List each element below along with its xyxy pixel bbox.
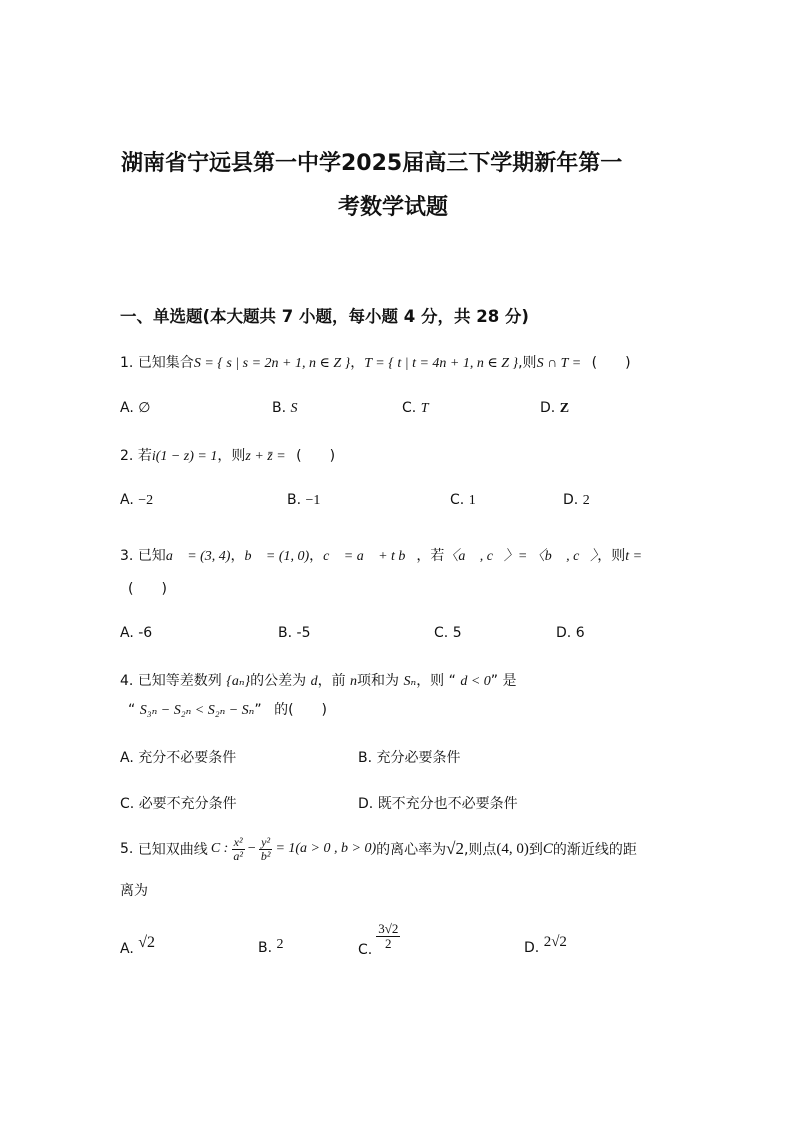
question-text: ，则 “ <box>416 673 456 689</box>
denominator: b² <box>260 848 271 863</box>
expression: S ∩ T = <box>536 356 582 371</box>
option-value: Z <box>559 401 570 416</box>
option-label: D. <box>540 400 556 416</box>
option-label: C. <box>120 796 135 812</box>
answer-paren: ( ) <box>128 581 167 597</box>
curve-name: C : <box>210 841 229 857</box>
q2-option-a[interactable] <box>120 492 153 509</box>
option-value: √2 <box>138 934 156 951</box>
set-t: T = { t | t = 4n + 1, n ∈ Z } <box>364 356 519 371</box>
variable: t = <box>625 549 643 564</box>
option-value: 充分必要条件 <box>376 750 461 766</box>
question-text: ,则点 <box>463 842 497 859</box>
option-value: -6 <box>138 625 153 641</box>
answer-paren: ( ) <box>591 355 631 371</box>
option-value: 既不充分也不必要条件 <box>377 796 518 812</box>
question-text: 到 <box>528 842 543 859</box>
quote: “ <box>128 702 136 718</box>
q4-option-d[interactable] <box>358 793 518 813</box>
option-value: S <box>290 401 298 416</box>
option-label: D. <box>563 492 579 508</box>
question-text: ” 是 <box>490 673 517 689</box>
question-5 <box>120 836 637 862</box>
question-text: 的渐近线的距 <box>552 842 637 859</box>
separator: ， <box>230 548 245 564</box>
numerator: y² <box>261 835 271 849</box>
option-label: A. <box>120 400 134 416</box>
option-label: A. <box>120 941 134 957</box>
option-label: C. <box>358 942 373 959</box>
q1-option-b[interactable] <box>272 400 298 417</box>
question-number: 2. <box>120 448 134 464</box>
inequality: S₃ₙ − S₂ₙ < S₂ₙ − Sₙ <box>139 703 255 718</box>
option-value: −1 <box>305 493 321 508</box>
q5-option-d[interactable] <box>524 934 567 957</box>
angle-condition: 〈a⃗ , c⃗〉= 〈b⃗ , c⃗〉 <box>444 549 598 564</box>
q2-option-d[interactable] <box>563 492 590 509</box>
q3-option-b[interactable] <box>278 625 310 641</box>
option-label: D. <box>556 625 572 641</box>
condition: d < 0 <box>460 674 491 689</box>
option-value: 必要不充分条件 <box>138 796 237 812</box>
option-label: C. <box>450 492 465 508</box>
question-text: 已知双曲线 <box>137 842 208 859</box>
sequence: {aₙ} <box>226 674 251 689</box>
fraction-y <box>259 836 273 862</box>
option-label: D. <box>358 796 374 812</box>
q1-option-c[interactable] <box>402 400 428 417</box>
operator: − <box>247 841 256 857</box>
option-value: 1 <box>468 493 476 508</box>
numerator: x² <box>233 835 243 849</box>
q3-option-c[interactable] <box>434 625 462 641</box>
question-text: ，则 <box>217 448 246 464</box>
set-s: S = { s | s = 2n + 1, n ∈ Z } <box>193 356 351 371</box>
q4-option-a[interactable] <box>120 747 236 767</box>
question-2 <box>120 445 335 465</box>
q2-option-b[interactable] <box>287 492 320 509</box>
option-value: ∅ <box>138 401 151 416</box>
vector-a: a⃗ = (3, 4) <box>165 549 231 564</box>
option-label: D. <box>524 940 540 956</box>
q3-option-d[interactable] <box>556 625 585 641</box>
option-label: C. <box>434 625 449 641</box>
option-label: C. <box>402 400 417 416</box>
question-text: ，若 <box>416 548 445 564</box>
q2-option-c[interactable] <box>450 492 476 509</box>
variable-n: n <box>350 674 358 689</box>
fraction <box>376 922 400 950</box>
question-text: ,则 <box>518 355 537 371</box>
question-text: ，则 <box>597 548 626 564</box>
q1-option-a[interactable] <box>120 400 150 417</box>
question-number: 5. <box>120 841 134 858</box>
question-text: 的离心率为 <box>376 842 447 859</box>
question-text: ，前 <box>317 673 346 689</box>
option-value: 5 <box>452 625 462 641</box>
option-value: T <box>420 401 429 416</box>
question-text: 已知集合 <box>137 355 194 371</box>
denominator: a² <box>233 848 243 863</box>
quote: ” <box>254 702 262 718</box>
question-number: 4. <box>120 673 134 689</box>
question-text: 的 <box>274 702 289 718</box>
option-label: B. <box>287 492 302 508</box>
separator: ， <box>350 355 365 371</box>
separator: ， <box>309 548 324 564</box>
option-value: 充分不必要条件 <box>138 750 237 766</box>
question-number: 3. <box>120 548 134 564</box>
question-text: 的公差为 <box>250 673 307 689</box>
answer-paren: ( ) <box>296 448 336 464</box>
question-text: 已知 <box>137 548 166 564</box>
question-3 <box>120 545 642 565</box>
option-value: 2 <box>276 937 284 952</box>
variable-d: d <box>310 674 318 689</box>
option-value: -5 <box>296 625 311 641</box>
option-label: B. <box>272 400 287 416</box>
q4-option-b[interactable] <box>358 747 461 767</box>
option-label: B. <box>358 750 373 766</box>
option-value: −2 <box>138 493 154 508</box>
sum-sn: Sₙ <box>403 674 417 689</box>
fraction-x <box>231 836 245 862</box>
option-label: A. <box>120 625 134 641</box>
denominator: 2 <box>385 935 392 951</box>
option-value: 2 <box>582 493 590 508</box>
option-label: B. <box>278 625 293 641</box>
question-text: 项和为 <box>357 673 400 689</box>
condition: i(1 − z) = 1 <box>151 449 218 464</box>
page-title-line-1: 湖南省宁远县第一中学2025届高三下学期新年第一 <box>121 151 623 176</box>
q5-option-c[interactable] <box>358 921 400 959</box>
point: (4, 0) <box>496 840 529 857</box>
q5-option-a[interactable] <box>120 934 156 958</box>
equation-rest: = 1(a > 0 , b > 0) <box>275 841 377 857</box>
option-value: 2√2 <box>543 934 567 950</box>
expression: z + z̄ = <box>245 449 286 464</box>
vector-c: c⃗ = a⃗ + t b⃗ <box>323 549 417 564</box>
option-value: 6 <box>575 625 585 641</box>
q5-option-b[interactable] <box>258 937 284 957</box>
section-heading: 一、单选题(本大题共 7 小题，每小题 4 分，共 28 分) <box>120 307 529 326</box>
numerator: 3√2 <box>378 921 399 936</box>
curve-name: C <box>542 840 553 857</box>
option-label: A. <box>120 750 134 766</box>
question-4 <box>120 670 517 690</box>
question-5-line-2: 离为 <box>120 883 148 899</box>
vector-b: b⃗ = (1, 0) <box>244 549 310 564</box>
q3-option-a[interactable] <box>120 625 152 641</box>
page-title-line-2: 考数学试题 <box>338 195 449 220</box>
option-label: A. <box>120 492 134 508</box>
question-text: 若 <box>137 448 152 464</box>
question-4-line-2 <box>128 699 327 719</box>
q1-option-d[interactable] <box>540 400 569 417</box>
eccentricity: √2 <box>446 839 464 859</box>
answer-paren: ( ) <box>288 702 328 718</box>
question-text: 已知等差数列 <box>137 673 222 689</box>
question-1 <box>120 352 631 372</box>
option-label: B. <box>258 940 273 956</box>
question-number: 1. <box>120 355 134 371</box>
q4-option-c[interactable] <box>120 793 237 813</box>
